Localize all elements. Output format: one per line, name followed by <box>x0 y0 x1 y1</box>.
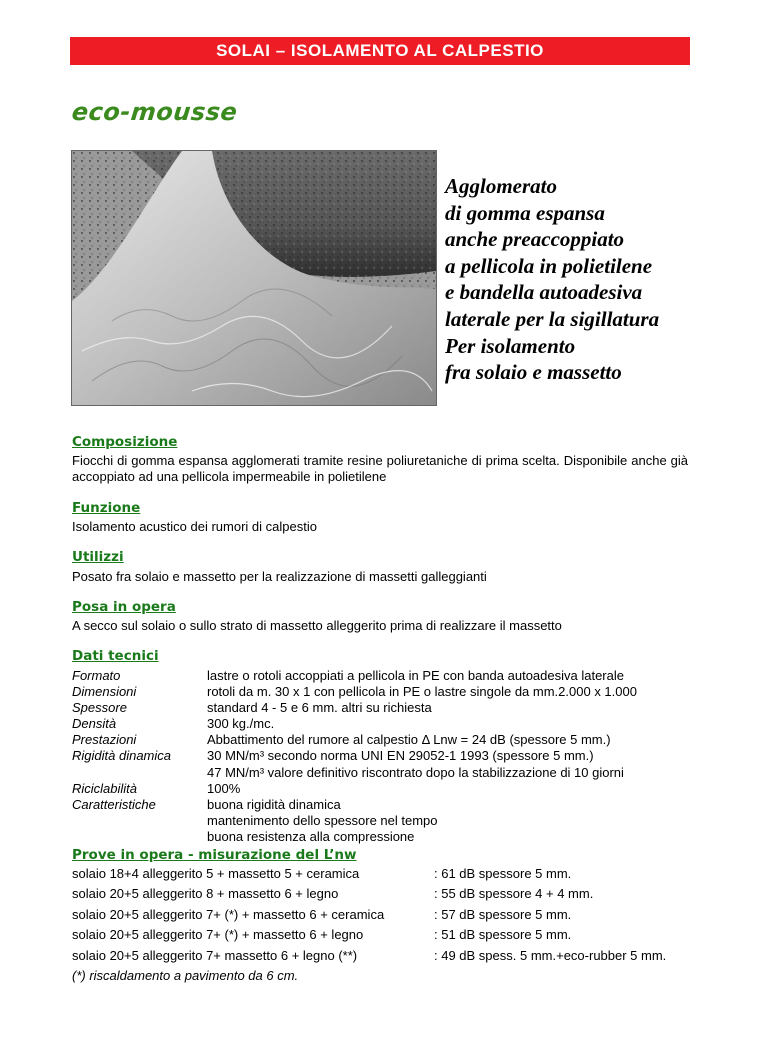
tech-label: Densità <box>72 716 117 731</box>
test-description: solaio 18+4 alleggerito 5 + massetto 5 + ceramica <box>72 866 360 881</box>
test-description: solaio 20+5 alleggerito 7+ (*) + massetto 6 + ceramica <box>72 907 385 922</box>
page-banner: SOLAI – ISOLAMENTO AL CALPESTIO <box>70 37 690 65</box>
tech-value: rotoli da m. 30 x 1 con pellicola in PE o lastre singole da mm.2.000 x 1.000 <box>207 684 637 699</box>
tech-value: Abbattimento del rumore al calpestio Δ Lnw = 24 dB (spessore 5 mm.) <box>207 732 611 747</box>
product-tagline <box>445 173 745 386</box>
tech-value: 30 MN/m³ secondo norma UNI EN 29052-1 1993 (spessore 5 mm.) <box>207 748 594 763</box>
tagline-line: a pellicola in polietilene <box>445 253 653 278</box>
tagline-line: fra solaio e massetto <box>445 360 622 385</box>
tech-label: Rigidità dinamica <box>72 748 171 763</box>
tech-value: buona resistenza alla compressione <box>207 829 415 844</box>
section-title-posa: Posa in opera <box>72 599 176 615</box>
tech-value: 47 MN/m³ valore definitivo riscontrato dopo la stabilizzazione di 10 giorni <box>207 765 624 780</box>
tagline-line: Agglomerato <box>445 174 558 198</box>
tagline-line: di gomma espansa <box>445 200 605 225</box>
test-result: : 55 dB spessore 4 + 4 mm. <box>434 886 594 901</box>
test-result: : 61 dB spessore 5 mm. <box>434 866 572 881</box>
tech-value: lastre o rotoli accoppiati a pellicola in PE con banda autoadesiva laterale <box>207 668 624 683</box>
section-title-dati: Dati tecnici <box>72 648 159 664</box>
section-text-funzione: Isolamento acustico dei rumori di calpestio <box>72 519 317 534</box>
test-description: solaio 20+5 alleggerito 7+ massetto 6 + legno (**) <box>72 948 358 963</box>
test-result: : 57 dB spessore 5 mm. <box>434 907 572 922</box>
tech-label: Spessore <box>72 700 127 715</box>
tagline-line: laterale per la sigillatura <box>445 306 660 331</box>
section-title-utilizzi: Utilizzi <box>72 549 124 565</box>
section-text-posa: A secco sul solaio o sullo strato di massetto alleggerito prima di realizzare il massetto <box>72 618 562 633</box>
product-photo <box>71 150 437 406</box>
footnote: (*) riscaldamento a pavimento da 6 cm. <box>72 968 299 983</box>
brand-logo: eco-mousse <box>70 98 239 126</box>
tagline-line: e bandella autoadesiva <box>445 280 643 305</box>
tagline-line: anche preaccoppiato <box>445 227 625 252</box>
tech-value: mantenimento dello spessore nel tempo <box>207 813 438 828</box>
tech-value: buona rigidità dinamica <box>207 797 341 812</box>
tech-value: standard 4 - 5 e 6 mm. altri su richiesta <box>207 700 432 715</box>
test-description: solaio 20+5 alleggerito 7+ (*) + massetto 6 + legno <box>72 927 364 942</box>
test-description: solaio 20+5 alleggerito 8 + massetto 6 + legno <box>72 886 339 901</box>
section-text-composizione: Fiocchi di gomma espansa agglomerati tramite resine poliuretaniche di prima scelta. Disponibile anche già accoppiato ad una pellicola impermeabile in polietilene <box>72 453 688 484</box>
section-text-utilizzi: Posato fra solaio e massetto per la realizzazione di massetti galleggianti <box>72 569 487 584</box>
tech-label: Formato <box>72 668 121 683</box>
tech-value: 100% <box>207 781 241 796</box>
tech-label: Prestazioni <box>72 732 137 747</box>
tagline-line: Per isolamento <box>445 333 576 358</box>
tech-label: Dimensioni <box>72 684 137 699</box>
test-result: : 51 dB spessore 5 mm. <box>434 927 572 942</box>
test-result: : 49 dB spess. 5 mm.+eco-rubber 5 mm. <box>434 948 667 963</box>
section-title-composizione: Composizione <box>72 434 178 450</box>
tech-label: Riciclabilità <box>72 781 138 796</box>
tech-label: Caratteristiche <box>72 797 156 812</box>
section-title-funzione: Funzione <box>72 500 141 516</box>
section-title-prove: Prove in opera - misurazione del L’nw <box>72 847 357 863</box>
tech-value: 300 kg./mc. <box>207 716 275 731</box>
